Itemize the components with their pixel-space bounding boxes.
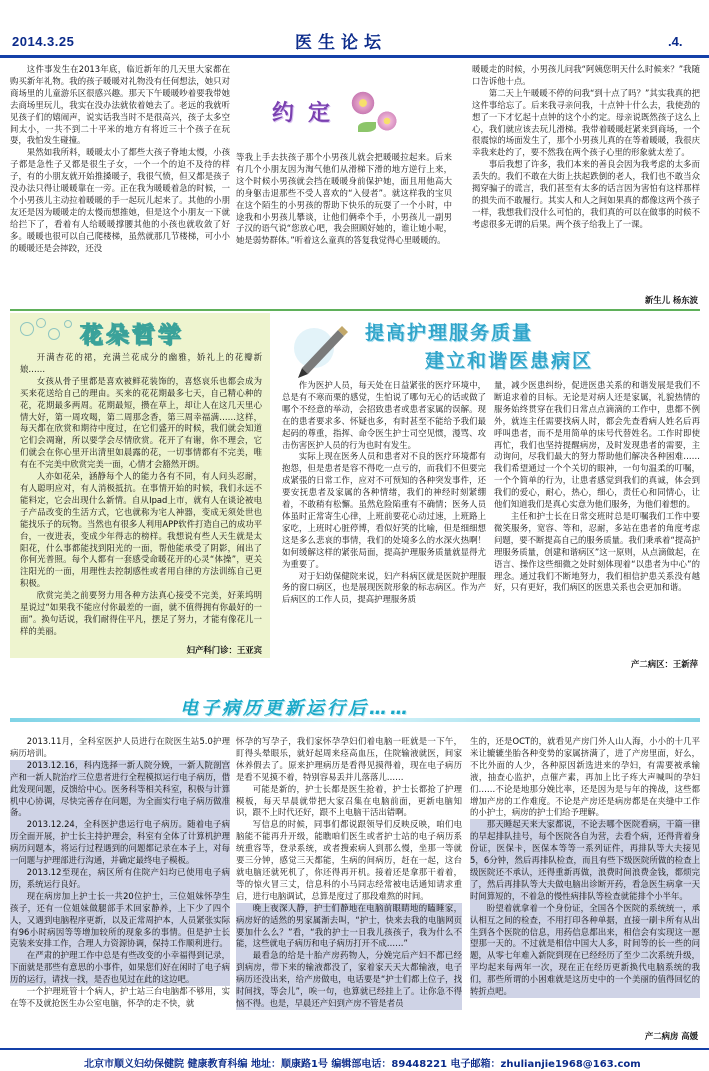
story4-byline: 产二病房 高媛: [644, 1031, 698, 1041]
page-footer: [0, 1048, 709, 1071]
flower-icon: [376, 110, 398, 132]
story1-column-2: [236, 152, 452, 308]
story4-column-1: [10, 736, 230, 1042]
story4-para: 现在病房加上护士长一共20位护士，三位姐妹怀孕生孩子，还有一位姐妹做腿部手术回家静养，上下少了四个人，又遇到电脑程序更新，以及正常周护本，人员紧张实际有96小时病因等等增加较所的现象多的事情。但是护士长克装来安排工作，合理人力资源协调，保持工作顺利进行。: [10, 890, 230, 949]
story4-para: 一个护理班管十个病人，护士站三台电脑都不够用，实在等不及就抢医生办公室电脑，怀孕的走不快，就: [10, 986, 230, 1008]
story1-title-block: [258, 88, 408, 150]
header-rule: [0, 55, 709, 58]
story4-para: 2013.12.24，全科医护患运行电子病历。随着电子病历全面开展，护士长主持护理会，科室有全体了计算机护理病历问题本，将运行过程遇到的问题都记录在本子上，对每一问题与护理部进行沟通，并确定最终电子模板。: [10, 819, 230, 866]
story3-title-line2: 建立和谐医患病区: [425, 350, 594, 372]
page-number: .4.: [668, 34, 683, 49]
story3-column-2: [494, 380, 700, 656]
story2-title: 花朵哲学: [80, 323, 185, 348]
story4-para: 可能是新的，护士长都是医生抢着，护士长都抢了护理模板，每天早晨就带把大家召集在电脑前面，更新电脑知识，跟不上时代还好，跟不上电脑干活出错啊。: [236, 783, 462, 818]
story3-para: 实际上现在医务人员和患者对不良的医疗环境都有抱怨，但是患者是容不得吃一点亏的，而我们不但要完成紧張的日常工作，应对不可预知的各种突发事件，还要安抚患者及家属的各种情绪，我们的神经时刻紧绷着，不敢稍有松懈。虽然危险陷重有不确情；医务人员体虽时正常寄生心律，上班前要花心动过速，上班路上家吃，上班时心脏停博，看似好笑的比喻，但是细细想这是多么悲哀的事情，我们的处境多么的水深火热啊！如何缓解这样的紧张局面，提高护理服务质量就显得尤为重要了。: [282, 451, 486, 569]
story3-column-1: [282, 380, 486, 670]
story4-column-2: [236, 736, 462, 1042]
story4-para: 晚上夜深人静，护士们静地在电脑前眼睛地的瞌睡家，病房好的适然的男家属渐去叫，“护士，快来去我的电脑网页要加什么么？”看，“我的护士一日我儿孩孩子，我为什么不能，这些就电子病历和电子病历打开不成……”: [236, 902, 462, 949]
bubbles-decoration: [18, 318, 78, 344]
story4-para: 写信息的时候，同事们都说跟领导们反映反映，咱们电脑能不能再升开级，能瞧咱们医生或者护士站的电子病历系统重容等，登录系统，或者搜索病人到那么慢，坐那一等就要三分钟，感觉三天都能，生病的间病历，赶在一起，这台就电脑还就死机了，你还得再开机。接着还是拿那干着着，等的惊火冒三丈，信息科的小马同志经常被电话通知请求重启，进行电脑调试，总算是度过了那段难熬的时间。: [236, 819, 462, 901]
story3-title-line1: 提高护理服务质量: [365, 322, 534, 344]
story4-title: 电子病历更新运行后……: [180, 698, 411, 719]
story1-para: 事后我想了许多，我们本来的善良会因为我考虑的太多而丢失的。我们不敢在大街上扶起跌倒的老人，我们也不敢当众揭穿骗子的谎言，我们甚至有太多的话言因为害怕有这样那样的损失而不敢履行。其实人和人之间如果真的都像这两个孩子一样，我想我们没什么可怕的，我们真的可以在做事的时候不考虑很多无谓的后果。两个孩子给我上了一课。: [472, 159, 700, 229]
issue-date: 2014.3.25: [12, 34, 75, 49]
story4-para: 2013.12.16，科内选择一新人院分娩，一新人院剖宫产和一新人院治疗三位患者进行全程模拟运行电子病历，借此发现问题，反馈给中心。医务科等相关科室，积极与计算机中心协调，尽快完善存在问题，为全面实行电子病历做准备。: [10, 759, 230, 818]
story4-para: 在严肃的护理工作中总是有些改变的小幸福得到记录，下面就是那些有意思的小事件，如果您们好在闲时了电子病历的运行，请找一找，是否也见过在此的这边吧。: [10, 950, 230, 985]
story4-para: 那天睡起天来大家都说，不论去哪个医院看病，干篇一律的早起排队挂号，每个医院各自为营，去看个病，还得背着身份证，医保卡，医保本等等一系列证件，再排队等大夫接见5，6分钟，然后再排队检查，而且有些下级医院所做的检查上级医院还不承认，还得重新再做，浪费时间浪费金钱，都烦完了，然后再排队等大夫做电脑出诊断开药，看急医生病拿一天时间算短的，不着急的慢性病排队等检查就能排个小半年。: [470, 819, 700, 901]
story2-para: 女孩从骨子里都是喜欢被鲜花装饰的，喜悠哀乐也都会成为买来花送给自己的理由。买来的花花期最多七天，自己精心种的花，花期最多两周。花期最短，攒在草上，却让人在这几天里心情大好，第一周攻喝，第二周那念香，第三周幸福满……这样，每天都在欣赏和期待中度过，在它们盛开的时候，我们就会知道它们会凋谢，所以要学会尽情欣赏。花开了有谢，你不理会，它们就会在你心里开出清里如晨露的花，一切事情都有不完美，唯有在不完美中欣赏完美一面，心情才会豁然开朗。: [20, 375, 262, 470]
story3-byline: 产二病区：王新萍: [631, 659, 698, 669]
story3-para: 量，减少医患纠纷，促进医患关系的和谐发展是我们不断追求着的目标。无论是对病人还是家属，礼貌热情的服务始终贯穿在我们日常点点滴滴的工作中，患都不例外，就连主任需要找病人时，都会先查看病人姓名后再呼叫患者，而不是用简单的床号代替姓名。工作时即使再忙，我们也坚持提醒病房，及时发现患者的需要，主动询问，尽我们最大的努力帮助他们解决各种困难……我们希望通过一个个关切的眼神，一句句温柔的叮嘱，一个个简单的行为，让患者感觉到我们的真诚，体会到我们的爱心，耐心，热心，细心，责任心和同情心，让他们知道我们是真心实意为他们服务，为他们着想的。: [494, 380, 700, 510]
story1-column-3: [472, 64, 700, 294]
story2-body: [20, 352, 262, 636]
story1-para: 等我上手去扶孩子那个小男孩儿就会把暖暖拉起来。后来有几个小朋友因为淘气他们从滑梯下滑的地方逆行上来，这个时候小男孩就会挡在暖暖身前保护她，面且用他高大的身躯击退那些不受人喜欢的“入侵者”。就这样我的宝贝在这个陌生的小男孩的帮助下快乐的玩耍了一个小时，中途我和小男孩儿攀谈，让他们俩牵个手，小男孩儿一副男子汉的语气说“您放心吧，我会照顾好她的，谁让她小呢，她是弱势群体。”听着这么童真的答复我觉得心里暖暖的。: [236, 152, 452, 246]
story4-banner: [10, 692, 700, 726]
story2-para: 人亦如花朵，涵静每个人的能力各有不同，有人问头忍耐，有人聪明应对，有人消极抵抗。在事情开始的时候，我们永远不能料定，它会出现什么新情。自从Ipad上市，就有人在谈论被电子产品改变的生活方式，它也就称为宅人神器，变成无须处世也能找乐子的玩物。当然也有很多人利用APP软件打造自己的成功平台，一夜进表，变成少年得志的榜样。我想说有些人天生就是太阳花，什么事都能找到阳光的一面，帮他能承受了阴影，闹出了你何光普照。每个人都有一套感受命暖花开的心灵“体操”，更关注阳光的一面，用理性去控制感性或者用自律的方法训练自己更积极。: [20, 471, 262, 589]
story1-para: 暖暖走的时候，小男孩儿问我“阿姨您明天什么时候来？”我随口告诉他十点。: [472, 64, 700, 86]
page-header: [0, 0, 709, 58]
story4-para: 2013.12至现在，病区所有住院产妇均已使用电子病历，系统运行良好。: [10, 866, 230, 889]
story2-para: 欣赏完美之前要努力用各种方法真心接受不完美，好莱坞明星说过“如果我不能应付你最差的一面，就不值得拥有你最好的一面”。换句话说，我们耐得住平凡，摆足了努力，才能有像花儿一样的美丽。: [20, 590, 262, 636]
story4-column-3: [470, 736, 700, 1028]
masthead-title: 医生论坛: [295, 33, 387, 53]
footer-info: 北京市顺义妇幼保健院 健康教育科编 地址：顺康路1号 编辑部电话：89448221 电子邮箱：zhulianjie1968@163.com: [84, 1059, 641, 1070]
story2-byline: 妇产科门诊：王亚宾: [186, 645, 262, 655]
story4-para: 盼望着就拿着一个身份证，全国各个医院的系统统一，承认相互之间的检查，不用打印各种单据，直接一刷卡所有从出生到各个医院的信息，用药信息都出来，相信会有实现这一愿望那一天的。不过就是相信中国大人多，时间等的长一些的问题，从零七年难入新院到现在已经经历了至少二次系统升级，平均起来每两年一次，现在正在经历更新换代电脑系统的我们，那些所谓的小困难就是这历史中的一个美丽的值得回忆的转折点吧。: [470, 902, 700, 997]
story4-para: 生的，还是OCT的，就看见产房门外人山人海，小小的十几平米让辘辘坐胎各种变势的家属挤满了，进了产房里面，好么，不比外面的人少，各种原因新选进来的孕妇，有需要被承输液，抽查心监护，点催产素，再加上比子疼大声喊叫的孕妇们……不论是地那分娩比率，还是因为是与年的搀战，这些都增加产房的工作难度。不论是产房还是病房都是在夹缝中工作的小护士，病房的护士们给予理解。: [470, 736, 700, 818]
story1-column-1: [10, 64, 230, 308]
story1-byline: 新生儿 杨东波: [644, 295, 698, 305]
story2-para: 开满杏花的裙，充满兰花成分的幽雅，娇礼上的花瓣新娘……: [20, 352, 262, 374]
story4-para: 2013.11月，全科室医护人员进行在院医生站5.0护理病历培训。: [10, 736, 230, 758]
story3-para: 主任和护士长在日常交班时总是叮嘱我们工作中要微笑服务，宽容、等和，忍耐，多站在患者的角度考虑问题，要不断提高自己的服务质量。我们秉承着“提高护理服务质量，创建和谐病区”这一原则，从点滴做起，在语言、操作这些细微之处时刻体现着“以患者为中心”的理念。通过我们不断地努力，我们相信护患关系没有越好，只有更好，我们病区的医患关系也会更加和谐。: [494, 510, 700, 593]
story1-para: 第二天上午暖暖不停的问我“到十点了吗？”其实我真的把这件事给忘了。后来我寻亲问我，十点钟十什么去，我使劲的想了一下才忆起十点钟的这个小约定。母亲说既然孩子这么上心，我们就应该去玩儿滑梯。我带着暖暖赶紧来到商场，一个很震惊的场面发生了，那个小男孩儿真的在等着暖暖，我很庆幸我来赴约了，要不然我在两个孩子心里的形象就太差了。: [472, 87, 700, 158]
story3-para: 对于妇幼保健院来说，妇产科病区就是医院护理服务的窗口病区，也是展现医院形象的标志病区。作为产后病区的工作人员，提高护理服务质: [282, 570, 486, 605]
section-divider: [10, 309, 700, 311]
leaf-icon: [358, 122, 376, 132]
story1-title: 约定: [272, 101, 345, 126]
story4-para: 最看急的给是十胎产房药物人，分娩完后产妇不都已经到病房，带下来的输液都没了，家着家天天大都输液，电子病历还没出来，给产房做电，电话要是“护士们都上位子，找时间找，等会儿”，唉一句，也算就已经挂上了。让你急不得恼不得。也是，早晨还产妇到产房不管是者员: [236, 950, 462, 1008]
pen-icon: [292, 318, 356, 378]
story1-para: 这件事发生在2013年底，临近新年的几天里大家都在购买新年礼物。我的孩子暖暖对礼物没有任何想法，她只对商场里的儿童游乐区很感兴趣。那天下午暖暖吵着要我带她去商场里玩儿，我实在没办法就依着她去了。老远的我就听见孩子们的嬉闹声，说实话我当时不是很高兴，孩子太多空间太小，一共不到二十平米的地方有将近三十个孩子在玩耍，我怕发生碰撞。: [10, 64, 230, 146]
story3-para: 作为医护人员，每天处在日益紧张的医疗环境中，总是有不寒而栗的感觉，生怕说了哪句无心的话或做了哪个不经意的举动，会招致患者或患者家属的误解。现在的患者要求多、怀疑也多，有时甚至不能给予我们最起码的尊重，指挥、命令医生护士司空见惯，漫骂、攻击伤害医护人员的行为也时有发生。: [282, 380, 486, 450]
story4-para: 怀孕的写孕子，我们家怀孕孕妇们着电脑一旺就是一下午，盯得头晕眼乐，就好起周来痉高血压，住院输液就医，间家休养假去了。原来护理病历是看得见摸得着，现在电子病历是看不见摸不着，特别容易丢并儿落落儿……: [236, 736, 462, 782]
flower-icon: [350, 90, 376, 116]
story1-para: 果然如我所料，暖暖太小了都些大孩子脊地太慢，小孩子都是急性子又都是很生子女，一个一个的迫不及待的样子，有的小朋友就开始推搡暖子，我很气愤，但又都是孩子没办法只得让暖暖靠在一旁。正在我为暖暖着急的时候，一个小男孩儿主动拉着暖暖的手一起玩儿起来了。其他的小朋友还是因为暖暖走的太慢而想推她，但是这个小朋友一下就给拦下了，看着有人给暖暖撑腰其他的小孩也就收敛了好多。暖暖也很可以自己爬楼梯，虽然就那几节楼梯，可小小的暖暖还是会摔跤，还没: [10, 147, 230, 253]
